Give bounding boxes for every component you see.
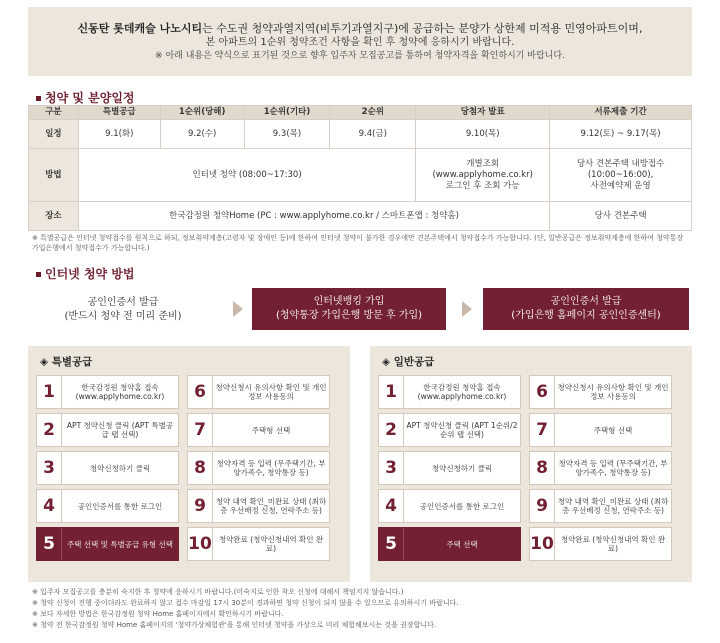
table-header: 2순위 [330,106,416,120]
step-item: 10 청약완료 (청약신청내역 확인 완료) [529,527,672,561]
bottom-notes [32,587,692,631]
step-item: 4 공인인증서를 통한 로그인 [378,489,521,523]
panel-title: ◈ 특별공급 [40,356,93,368]
table-row [29,202,692,231]
table-cell: 9.2(수) [160,120,244,149]
step-item: 2 APT 청약신청 클릭 (APT 특별공급 탭 선택) [36,413,179,447]
step-item-highlighted: 5 주택 선택 및 특별공급 유형 선택 [36,527,179,561]
flow-step-certificate: 공인인증서 발급 (반드시 청약 전 미리 준비) [64,297,182,322]
step-item: 8 청약자격 등 입력 (무주택기간, 부양가족수, 청약통장 등) [187,451,330,485]
step-item: 6 청약신청시 유의사항 확인 및 개인정보 사용동의 [187,375,330,409]
arrow-right-icon [462,301,472,317]
table-cell: 9.1(화) [78,120,160,149]
square-bullet-icon [36,272,41,277]
note-item: ※ 입주자 모집공고를 충분히 숙지한 후 청약에 응하시기 바랍니다.(미숙지로 인한 착오 신청에 대해서 책임지지 않습니다.) [32,588,404,596]
table-cell: 9.10(목) [416,120,550,149]
step-item: 7 주택형 선택 [529,413,672,447]
schedule-title: 청약 및 분양일정 [36,89,135,106]
table-header: 1순위(기타) [244,106,330,120]
intro-notice [28,7,692,76]
table-cell: 9.3(목) [244,120,330,149]
note-item: ※ 청약 전 한국감정원 청약 Home 홈페이지의 '청약가상체험관'을 통해 인터넷 청약을 가상으로 미리 체험해보시는 것을 권장합니다. [32,621,437,629]
step-item: 10 청약완료 (청약신청내역 확인 완료) [187,527,330,561]
general-supply-panel [370,346,692,582]
square-bullet-icon [36,96,41,101]
step-item: 6 청약신청시 유의사항 확인 및 개인정보 사용동의 [529,375,672,409]
table-header: 1순위(당해) [160,106,244,120]
table-cell: 한국감정원 청약Home (PC : www.applyhome.co.kr / 스마트폰앱 : 청약홈) [78,202,549,231]
table-cell: 당사 견본주택 [550,202,692,231]
table-row [29,149,692,202]
row-label: 방법 [29,149,79,202]
flow-step-certificate-issue: 공인인증서 발급 (가입은행 홈페이지 공인인증센터) [483,288,689,330]
table-row [29,120,692,149]
step-item: 1 한국감정원 청약홈 접속 (www.applyhome.co.kr) [36,375,179,409]
row-label: 장소 [29,202,79,231]
table-cell: 개별조회 (www.applyhome.co.kr) 로그인 후 조회 가능 [416,149,550,202]
step-item: 8 청약자격 등 입력 (무주택기간, 부양가족수, 청약통장 등) [529,451,672,485]
notice-line-2: 본 아파트의 1순위 청약조건 사항을 확인 후 청약에 응하시기 바랍니다. [205,37,515,48]
table-cell: 9.4(금) [330,120,416,149]
table-header: 당첨자 발표 [416,106,550,120]
table-cell: 인터넷 청약 (08:00~17:30) [78,149,415,202]
note-item: ※ 청약 신청이 진행 중이더라도 완료하지 않고 접수 마감일 17시 30분이 경과하면 청약 신청이 되지 않을 수 있으므로 유의하시기 바랍니다. [32,599,459,607]
notice-line-3: ※ 아래 내용은 약식으로 표기된 것으로 향후 입주자 모집공고를 통하여 청약자격을 확인하시기 바랍니다. [155,51,565,61]
table-header: 특별공급 [78,106,160,120]
table-header: 구분 [29,106,79,120]
project-name: 신동탄 롯데캐슬 나노시티 [77,22,203,35]
step-item: 4 공인인증서를 통한 로그인 [36,489,179,523]
step-item: 3 청약신청하기 클릭 [378,451,521,485]
step-item: 1 한국감정원 청약홈 접속 (www.applyhome.co.kr) [378,375,521,409]
step-item-highlighted: 5 주택 선택 [378,527,521,561]
special-supply-panel [28,346,350,582]
flow-step-internet-banking: 인터넷뱅킹 가입 (청약통장 가입은행 방문 후 가입) [252,288,446,330]
table-cell: 당사 견본주택 내방접수 (10:00~16:00), 사전예약제 운영 [550,149,692,202]
internet-title: 인터넷 청약 방법 [36,265,135,282]
arrow-right-icon [233,301,243,317]
step-item: 2 APT 청약신청 클릭 (APT 1순위/2순위 탭 선택) [378,413,521,447]
step-item: 3 청약신청하기 클릭 [36,451,179,485]
schedule-footnote: ※ 특별공급은 인터넷 청약접수를 원칙으로 하되, 정보취약계층(고령자 및 장애인 등)에 한하여 인터넷 청약이 불가한 경우에만 견본주택에서 청약접수가 가능합니다. (단, 일반공급은 정보취약계층에 한하여 청약통장 가입은행에서 청약접수가 가능합니다.) [32,234,684,252]
step-item: 9 청약 내역 확인_미완료 상태 (최하층 우선배정 신청, 연락주소 등) [529,489,672,523]
panel-title: ◈ 일반공급 [382,356,435,368]
steps-grid [378,375,684,561]
table-header: 서류제출 기간 [550,106,692,120]
row-label: 일정 [29,120,79,149]
notice-line-1: 신동탄 롯데캐슬 나노시티는 수도권 청약과열지역(비투기과열지구)에 공급하는 분양가 상한제 미적용 민영아파트이며, [77,22,643,35]
steps-grid [36,375,342,561]
table-cell: 9.12(토) ~ 9.17(목) [550,120,692,149]
step-item: 9 청약 내역 확인_미완료 상태 (최하층 우선배정 신청, 연락주소 등) [187,489,330,523]
table-header-row [29,106,692,120]
step-item: 7 주택형 선택 [187,413,330,447]
schedule-table [28,105,692,231]
note-item: ※ 보다 자세한 방법은 한국감정원 청약 Home 홈페이지에서 확인하시기 바랍니다. [32,610,284,618]
